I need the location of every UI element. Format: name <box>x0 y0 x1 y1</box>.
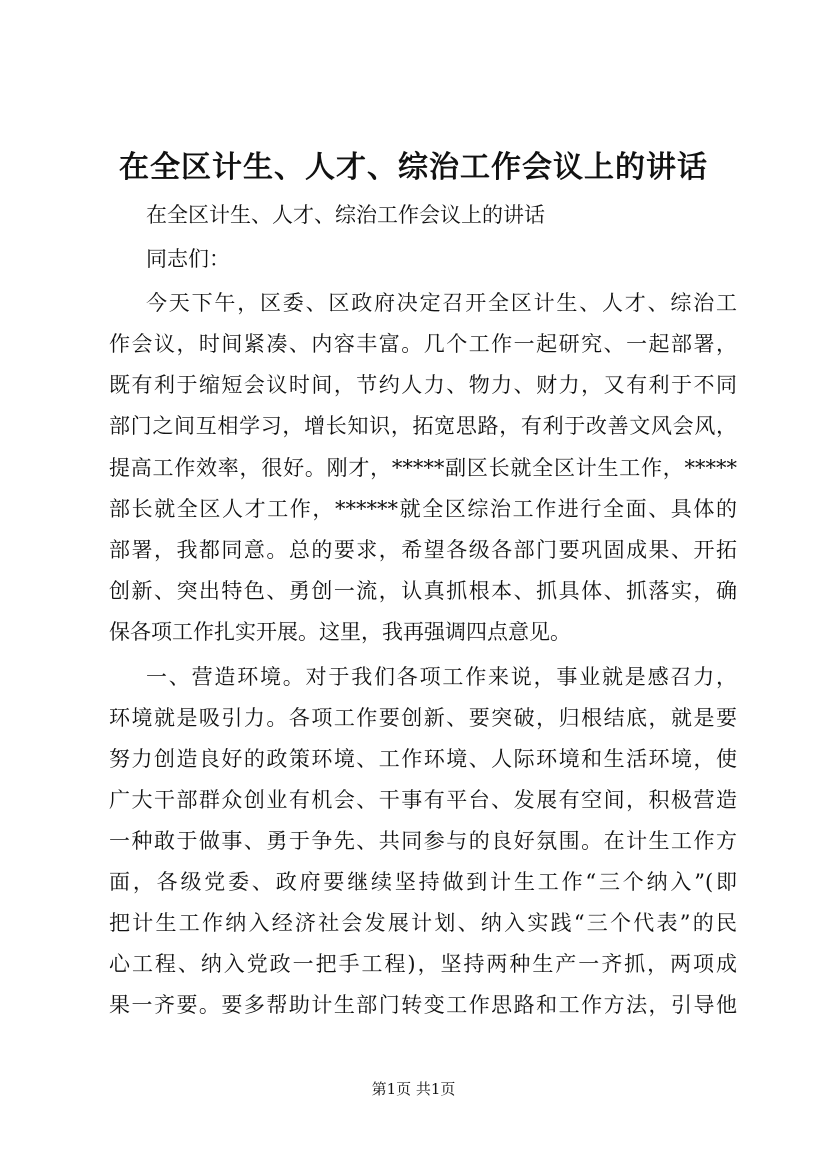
paragraph-line: 创新、突出特色、勇创一流，认真抓根本、抓具体、抓落实，确 <box>109 579 737 603</box>
document-subtitle: 在全区计生、人才、综治工作会议上的讲话 <box>146 203 545 227</box>
paragraph-line: 环境就是吸引力。各项工作要创新、要突破，归根结底，就是要 <box>109 706 737 730</box>
paragraph-line: 一种敢于做事、勇于争先、共同参与的良好氛围。在计生工作方 <box>109 829 737 853</box>
paragraph-line: 部门之间互相学习，增长知识，拓宽思路，有利于改善文风会风， <box>109 414 737 438</box>
paragraph-line: 心工程、纳入党政一把手工程)，坚持两种生产一齐抓，两项成 <box>109 952 737 976</box>
paragraph-line: 广大干部群众创业有机会、干事有平台、发展有空间，积极营造 <box>109 788 737 812</box>
greeting: 同志们： <box>146 247 230 271</box>
paragraph-line: 果一齐要。要多帮助计生部门转变工作思路和工作方法，引导他 <box>109 993 737 1017</box>
paragraph-line: 把计生工作纳入经济社会发展计划、纳入实践“三个代表”的民 <box>109 911 737 935</box>
paragraph-line: 保各项工作扎实开展。这里，我再强调四点意见。 <box>109 620 571 644</box>
paragraph-line: 作会议，时间紧凑、内容丰富。几个工作一起研究、一起部署， <box>109 332 737 356</box>
document-title: 在全区计生、人才、综治工作会议上的讲话 <box>119 150 708 185</box>
paragraph-line: 既有利于缩短会议时间，节约人力、物力、财力，又有利于不同 <box>109 373 737 397</box>
paragraph-line: 今天下午，区委、区政府决定召开全区计生、人才、综治工 <box>146 291 737 315</box>
paragraph-line: 提高工作效率，很好。刚才，*****副区长就全区计生工作，***** <box>109 456 737 480</box>
paragraph-line: 面，各级党委、政府要继续坚持做到计生工作“三个纳入”(即 <box>109 870 737 894</box>
paragraph-line: 部署，我都同意。总的要求，希望各级各部门要巩固成果、开拓 <box>109 538 737 562</box>
page-footer: 第1页 共1页 <box>371 1080 456 1098</box>
paragraph-line: 努力创造良好的政策环境、工作环境、人际环境和生活环境，使 <box>109 747 737 771</box>
paragraph-line: 一、营造环境。对于我们各项工作来说，事业就是感召力， <box>146 665 737 689</box>
paragraph-line: 部长就全区人才工作，******就全区综治工作进行全面、具体的 <box>109 497 737 521</box>
